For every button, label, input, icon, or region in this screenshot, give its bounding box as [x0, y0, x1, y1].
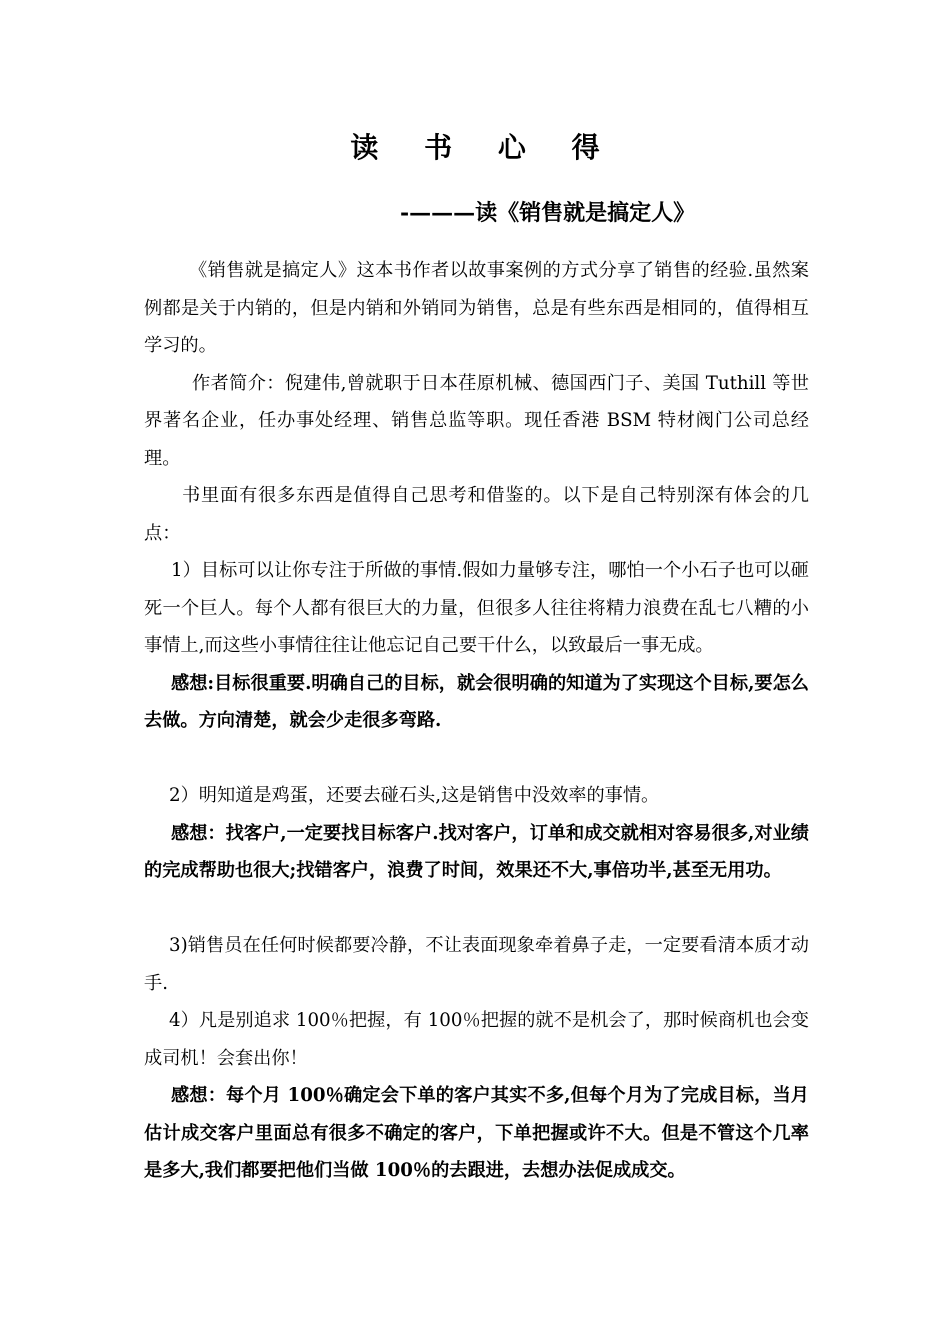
point-4-paragraph: 4）凡是别追求 100％把握，有 100％把握的就不是机会了，那时候商机也会变成司机！会套出你！: [144, 1010, 809, 1069]
reflection-1-paragraph: 感想:目标很重要.明确自己的目标，就会很明确的知道为了实现这个目标,要怎么去做。方向清楚，就会少走很多弯路.: [144, 672, 809, 731]
intro-paragraph: 《销售就是搞定人》这本书作者以故事案例的方式分享了销售的经验.虽然案例都是关于内销的，但是内销和外销同为销售，总是有些东西是相同的，值得相互学习的。: [144, 260, 809, 356]
points-intro-paragraph: 书里面有很多东西是值得自己思考和借鉴的。以下是自己特别深有体会的几点：: [144, 485, 809, 544]
document-title: 读 书 心 得: [350, 131, 618, 164]
point-1-paragraph: 1）目标可以让你专注于所做的事情.假如力量够专注，哪怕一个小石子也可以砸死一个巨人。每个人都有很巨大的力量，但很多人往往将精力浪费在乱七八糟的小事情上,而这些小事情往往让他忘记自己要干什么，以致最后一事无成。: [144, 560, 809, 656]
paragraph-spacer: [144, 890, 809, 928]
reflection-4-paragraph: 感想：每个月 100％确定会下单的客户其实不多,但每个月为了完成目标，当月估计成交客户里面总有很多不确定的客户，下单把握或许不大。但是不管这个几率是多大,我们都要把他们当做 100％的去跟进，去想办法促成成交。: [144, 1085, 809, 1181]
paragraph-spacer: [144, 740, 809, 778]
point-2-paragraph: 2）明知道是鸡蛋，还要去碰石头,这是销售中没效率的事情。: [169, 785, 660, 806]
author-intro-paragraph: 作者简介：倪建伟,曾就职于日本荏原机械、德国西门子、美国 Tuthill 等世界著名企业，任办事处经理、销售总监等职。现任香港 BSM 特材阀门公司总经理。: [144, 372, 809, 469]
point-3-paragraph: 3)销售员在任何时候都要冷静，不让表面现象牵着鼻子走，一定要看清本质才动手.: [144, 935, 809, 994]
document-body: [144, 252, 809, 1190]
reflection-2-paragraph: 感想：找客户,一定要找目标客户.找对客户，订单和成交就相对容易很多,对业绩的完成帮助也很大;找错客户，浪费了时间，效果还不大,事倍功半,甚至无用功。: [144, 822, 809, 881]
document-subtitle: -———读《销售就是搞定人》: [400, 200, 696, 226]
